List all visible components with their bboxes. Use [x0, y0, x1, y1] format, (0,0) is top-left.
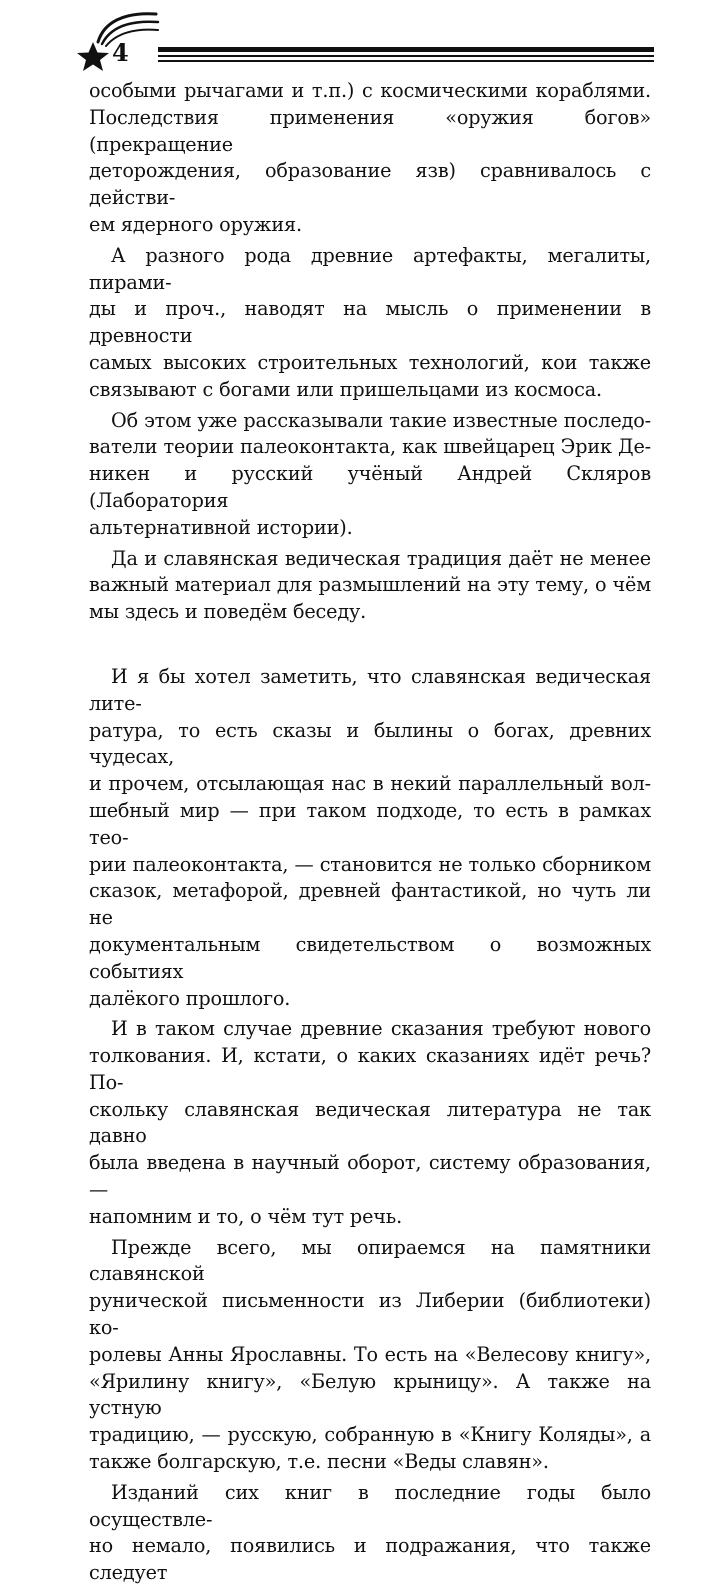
paragraph	[89, 1016, 651, 1230]
text-line: деторождения, образование язв) сравнивалось с действи-	[89, 159, 651, 210]
text-line: и прочем, отсылающая нас в некий параллельный вол-	[89, 772, 651, 796]
text-line: ролевы Анны Ярославны. То есть на «Велесову книгу»,	[89, 1342, 651, 1366]
text-line: Да и славянская ведическая традиция даёт не менее	[111, 546, 651, 570]
text-line: важный материал для размышлений на эту тему, о чём	[89, 573, 651, 597]
text-line: документальным свидетельством о возможных событиях	[89, 932, 651, 983]
paragraph	[89, 78, 651, 239]
text-line: далёкого прошлого.	[89, 986, 291, 1010]
text-line: «Ярилину книгу», «Белую крыницу». А также на устную	[89, 1369, 651, 1420]
text-line: Изданий сих книг в последние годы было осуществле-	[89, 1480, 651, 1531]
star-icon	[77, 42, 109, 71]
text-line: традицию, — русскую, собранную в «Книгу Коляды», а	[89, 1423, 651, 1447]
paragraph	[89, 243, 651, 404]
text-line: самых высоких строительных технологий, кои также	[89, 350, 651, 374]
text-line: А разного рода древние артефакты, мегалиты, пирами-	[89, 243, 651, 294]
text-line: толкования. И, кстати, о каких сказаниях идёт речь? По-	[89, 1044, 651, 1094]
text-line: альтернативной истории).	[89, 515, 353, 539]
text-line: шебный мир — при таком подходе, то есть в рамках тео-	[89, 798, 651, 849]
text-line: Прежде всего, мы опираемся на памятники славянской	[89, 1235, 651, 1286]
paragraph	[89, 664, 651, 1012]
header-ornament	[0, 0, 704, 80]
text-line: напомним и то, о чём тут речь.	[89, 1204, 403, 1228]
text-line: ем ядерного оружия.	[89, 212, 302, 236]
text-line: особыми рычагами и т.п.) с космическими кораблями.	[89, 79, 651, 102]
text-line: рунической письменности из Либерии (библиотеки) ко-	[89, 1289, 651, 1340]
text-line: также болгарскую, т.е. песни «Веды славян».	[89, 1450, 549, 1474]
text-line: Последствия применения «оружия богов» (прекращение	[89, 105, 651, 156]
header-rule	[158, 47, 654, 62]
text-line: И я бы хотел заметить, что славянская ведическая лите-	[89, 664, 651, 715]
paragraph	[89, 546, 651, 626]
page-header	[0, 0, 704, 80]
text-line: но немало, появились и подражания, что также следует	[89, 1534, 651, 1585]
text-line: была введена в научный оборот, систему образования, —	[89, 1151, 651, 1202]
page-number: 4	[112, 38, 129, 67]
paragraph	[89, 1480, 651, 1587]
paragraph	[89, 1235, 651, 1476]
text-line: И в таком случае древние сказания требуют нового	[111, 1017, 651, 1041]
text-line: ды и проч., наводят на мысль о применении в древности	[89, 297, 651, 348]
text-line: связывают с богами или пришельцами из космоса.	[89, 377, 602, 401]
text-line: сказок, метафорой, древней фантастикой, но чуть ли не	[89, 879, 651, 930]
paragraph	[89, 408, 651, 542]
text-line: скольку славянская ведическая литература не так давно	[89, 1097, 651, 1148]
text-line: ратура, то есть сказы и былины о богах, древних чудесах,	[89, 718, 651, 769]
body-text	[89, 78, 651, 1587]
text-line: Об этом уже рассказывали такие известные последо-	[111, 408, 651, 432]
text-line: мы здесь и поведём беседу.	[89, 600, 367, 624]
text-line: никен и русский учёный Андрей Скляров (Лаборатория	[89, 462, 651, 512]
text-line: рии палеоконтакта, — становится не только сборником	[89, 852, 651, 876]
text-line: ватели теории палеоконтакта, как швейцарец Эрик Де-	[89, 435, 651, 459]
